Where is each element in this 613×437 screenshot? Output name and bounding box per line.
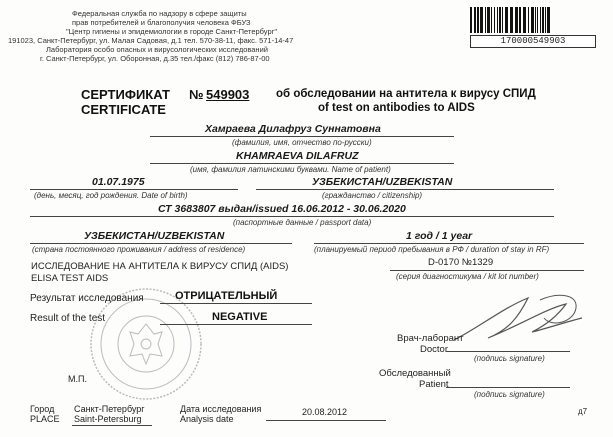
- citizenship-line: [256, 189, 554, 190]
- name-lat-line: [150, 163, 454, 164]
- barcode: [466, 5, 598, 47]
- residence-country: УЗБЕКИСТАН/UZBEKISTAN: [84, 230, 225, 242]
- doctor-signature-line: [446, 351, 570, 352]
- citizenship-caption: (гражданство / citizenship): [322, 191, 423, 200]
- barcode-bar: [523, 7, 526, 33]
- barcode-bar: [497, 7, 498, 33]
- certificate-title-en: CERTIFICATE: [81, 102, 166, 117]
- barcode-bar: [545, 7, 546, 33]
- certificate-title-ru: СЕРТИФИКАТ: [81, 87, 170, 102]
- stay-duration: 1 год / 1 year: [406, 230, 473, 242]
- header-line-4: 191023, Санкт-Петербург, ул. Малая Садовая, д.1 тел. 570-38-11, факс. 571-14-47: [8, 36, 294, 45]
- doctor-signature-icon: [448, 288, 588, 352]
- barcode-bar: [470, 7, 472, 33]
- barcode-bar: [519, 7, 521, 33]
- result-en: NEGATIVE: [212, 311, 268, 323]
- dob-caption: (день, месяц, год рождения. Date of birth): [34, 191, 188, 200]
- barcode-bar: [531, 7, 534, 33]
- doctor-label-en: Doctor: [420, 344, 448, 355]
- patient-name-lat: KHAMRAEVA DILAFRUZ: [236, 150, 359, 162]
- barcode-bar: [499, 7, 501, 33]
- patient-signature-line: [446, 387, 570, 388]
- barcode-bar: [510, 7, 513, 33]
- patient-label-en: Patient: [419, 379, 449, 390]
- test-title-ru: ИССЛЕДОВАНИЕ НА АНТИТЕЛА К ВИРУСУ СПИД (AIDS): [31, 261, 289, 272]
- barcode-bar: [540, 7, 541, 33]
- barcode-bar: [480, 7, 483, 33]
- analysis-date: 20.08.2012: [302, 407, 348, 417]
- barcode-bar: [505, 7, 508, 33]
- barcode-bar: [535, 7, 536, 33]
- description-en: of test on antibodies to AIDS: [318, 102, 475, 114]
- barcode-bar: [515, 7, 518, 33]
- barcode-bar: [491, 7, 492, 33]
- stay-caption: (планируемый период пребывания в РФ / duration of stay in RF): [314, 245, 550, 254]
- name-ru-line: [150, 136, 454, 137]
- header-line-2: прав потребителей и благополучия человека ФБУЗ: [72, 18, 251, 27]
- barcode-image: [466, 5, 598, 35]
- barcode-bar: [537, 7, 538, 33]
- date-of-birth: 01.07.1975: [92, 176, 145, 188]
- city-value-en: Saint-Petersburg: [74, 414, 142, 424]
- patient-signature-caption: (подпись signature): [474, 390, 545, 399]
- result-label-ru: Результат исследования: [30, 293, 144, 304]
- passport-data: СТ 3683807 выдан/issued 16.06.2012 - 30.06.2020: [158, 203, 406, 215]
- patient-label-ru: Обследованный: [379, 368, 451, 379]
- form-code: д7: [578, 407, 588, 416]
- barcode-bar: [487, 7, 490, 33]
- stay-line: [314, 243, 584, 244]
- barcode-bar: [477, 7, 479, 33]
- date-label-en: Analysis date: [180, 414, 234, 424]
- name-lat-caption: (имя, фамилия латинскими буквами. Name of patient): [190, 165, 391, 174]
- result-ru: ОТРИЦАТЕЛЬНЫЙ: [175, 290, 278, 302]
- name-ru-caption: (фамилия, имя, отчество по-русски): [232, 138, 372, 147]
- date-line: [266, 420, 386, 421]
- certificate-number: 549903: [206, 87, 250, 102]
- barcode-bar: [494, 7, 495, 33]
- barcode-number: 170000549903: [470, 35, 596, 48]
- patient-name-ru: Хамраева Дилафруз Суннатовна: [205, 123, 381, 135]
- passport-line: [30, 216, 554, 217]
- kit-caption: (серия диагностикума / kit lot number): [396, 272, 539, 281]
- residence-caption: (страна постоянного проживания / address of residence): [32, 245, 246, 254]
- stamp-place-label: М.П.: [68, 374, 87, 384]
- header-line-5: Лаборатория особо опасных и вирусологических исследований: [46, 45, 268, 54]
- header-line-3: "Центр гигиены и эпидемиологии в городе Санкт-Петербург": [66, 27, 278, 36]
- result-en-line: [160, 324, 312, 325]
- header-line-1: Федеральная служба по надзору в сфере защиты: [72, 9, 247, 18]
- barcode-bar: [542, 7, 544, 33]
- barcode-bar: [547, 7, 550, 33]
- kit-line: [390, 270, 584, 271]
- result-ru-line: [160, 303, 312, 304]
- kit-lot-number: D-0170 №1329: [428, 257, 494, 268]
- date-label-ru: Дата исследования: [180, 404, 262, 414]
- barcode-bar: [485, 7, 486, 33]
- city-label-ru: Город: [30, 404, 55, 414]
- barcode-bar: [528, 7, 529, 33]
- barcode-bar: [474, 7, 476, 33]
- city-label-en: PLACE: [30, 414, 60, 424]
- dob-line: [30, 189, 238, 190]
- doctor-label-ru: Врач-лаборант: [397, 333, 464, 344]
- result-label-en: Result of the test: [30, 313, 106, 324]
- certificate-number-label: №: [189, 87, 204, 102]
- barcode-bar: [502, 7, 503, 33]
- description-ru: об обследовании на антитела к вирусу СПИД: [276, 88, 536, 100]
- test-title-en: ELISA TEST AIDS: [31, 273, 109, 284]
- city-line: [72, 425, 152, 426]
- residence-line: [30, 243, 292, 244]
- passport-caption: (паспортные данные / passport data): [233, 218, 372, 227]
- city-value-ru: Санкт-Петербург: [74, 404, 145, 414]
- doctor-signature-caption: (подпись signature): [474, 354, 545, 363]
- header-line-6: г. Санкт-Петербург, ул. Оборонная, д.35 тел./факс (812) 786-87-00: [40, 54, 270, 63]
- citizenship: УЗБЕКИСТАН/UZBEKISTAN: [312, 176, 453, 188]
